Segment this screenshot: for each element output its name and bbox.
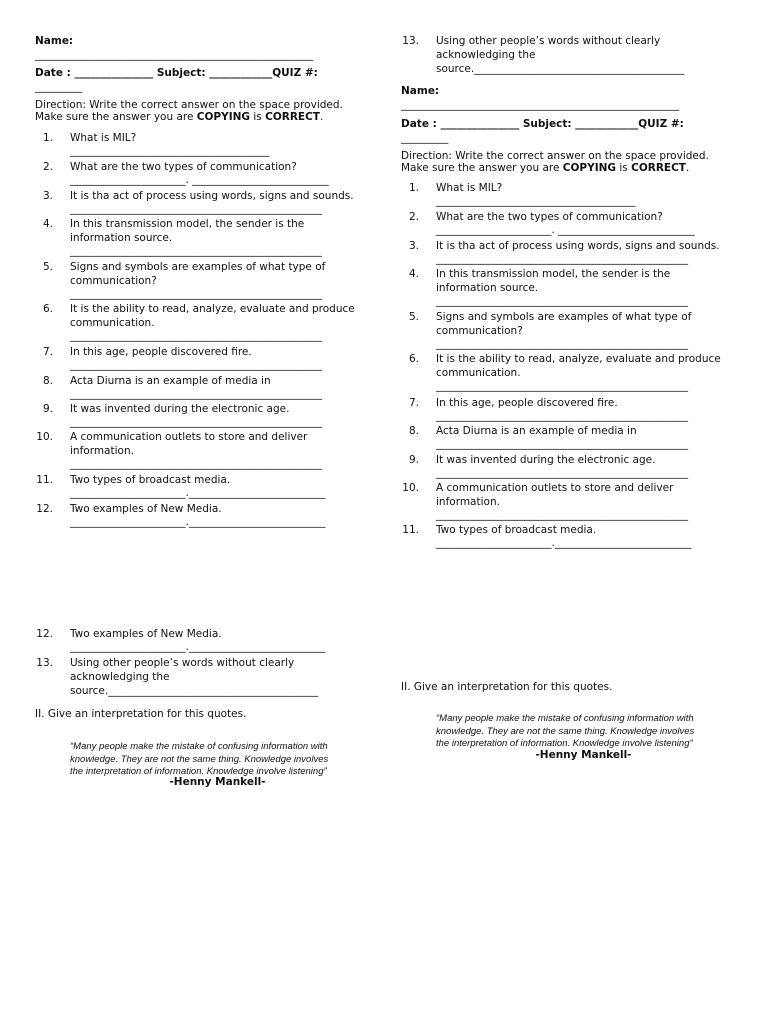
right-quiz-column: 13. Using other people’s words without clearly acknowledging the source.________________________________________ Name: _____________________________________________________ Date : _______________ Subject: ____________QUIZ #: _________ Direction: Write the correct answer on the space provided. Make sure the answer you are COPYING is CORRECT. 1. What is MIL? ______________________________________ 2. What are the two types of communication? ______________________. __________________________ 3. It is tha act of process using words, signs and sounds. ________________________________________________ 4. In this transmission model, the sender is the information source. ________________________________________________ 5. Signs and symbols are examples of what type of communication? ________________________________________________ 6. It is the ability to read, analyze, evaluate and produce communication. ________________________________________________ 7. In this age, people discovered fire. ________________________________________________ 8. Acta Diurna is an example of media in ________________________________________________ 9. It was invented during the electronic age. ________________________________________________ 10. A communication outlets to store and deliver information. ________________________________________________ 11. Two types of broadcast media. ______________________.__________________________ II. Give an interpretation for this quotes. “Many people make the mistake of confusing information with knowledge. They are not the same thing. Knowledge involves the interpretation of information. Knowledge involve listening” -Henny Mankell- (401, 0, 741, 1024)
name-label: Name: (401, 85, 440, 97)
name-label: Name: (35, 35, 74, 47)
quote-author: -Henny Mankell- (169, 776, 266, 788)
date-subject-quiz-line: Date : _______________ Subject: ____________QUIZ #: (401, 118, 684, 130)
quote-author: -Henny Mankell- (535, 749, 632, 761)
name-line: _____________________________________________________ (35, 49, 314, 61)
quote-text: “Many people make the mistake of confusing information with knowledge. They are not the same thing. Knowledge involves the interpretation of information. Knowledge involve listening” (436, 713, 695, 749)
left-quiz-column: Name: _____________________________________________________ Date : _______________ Subject: ____________QUIZ #: _________ Direction: Write the correct answer on the space provided. Make sure the answer you are COPYING is CORRECT. 1. What is MIL? ______________________________________ 2. What are the two types of communication? ______________________. __________________________ 3. It is tha act of process using words, signs and sounds. ________________________________________________ 4. In this transmission model, the sender is the information source. ________________________________________________ 5. Signs and symbols are examples of what type of communication? ________________________________________________ 6. It is the ability to read, analyze, evaluate and produce communication. ________________________________________________ 7. In this age, people discovered fire. ________________________________________________ 8. Acta Diurna is an example of media in ________________________________________________ 9. It was invented during the electronic age. ________________________________________________ 10. A communication outlets to store and deliver information. ________________________________________________ 11. Two types of broadcast media. ______________________.__________________________ 12. Two examples of New Media. ______________________.__________________________ 12. Two examples of New Media. ______________________.__________________________ 13. Using other people’s words without clearly acknowledging the source.________________________________________ II. Give an interpretation for this quotes. “Many people make the mistake of confusing information with knowledge. They are not the same thing. Knowledge involves the interpretation of information. Knowledge involve listening” -Henny Mankell- (35, 0, 375, 1024)
date-subject-quiz-line: Date : _______________ Subject: ____________QUIZ #: (35, 67, 318, 79)
name-line: _____________________________________________________ (401, 99, 680, 111)
direction-text-2: Make sure the answer you are COPYING is CORRECT. (401, 162, 690, 174)
part-two-label: II. Give an interpretation for this quotes. (35, 708, 247, 720)
quiz-number-line: _________ (401, 132, 449, 144)
direction-text: Direction: Write the correct answer on the space provided. (401, 150, 709, 162)
direction-text: Direction: Write the correct answer on the space provided. (35, 99, 343, 111)
direction-text-2: Make sure the answer you are COPYING is CORRECT. (35, 111, 324, 123)
quote-text: “Many people make the mistake of confusing information with knowledge. They are not the same thing. Knowledge involves the interpretation of information. Knowledge involve listening” (70, 741, 329, 777)
quiz-number-line: _________ (35, 81, 83, 93)
part-two-label: II. Give an interpretation for this quotes. (401, 681, 613, 693)
